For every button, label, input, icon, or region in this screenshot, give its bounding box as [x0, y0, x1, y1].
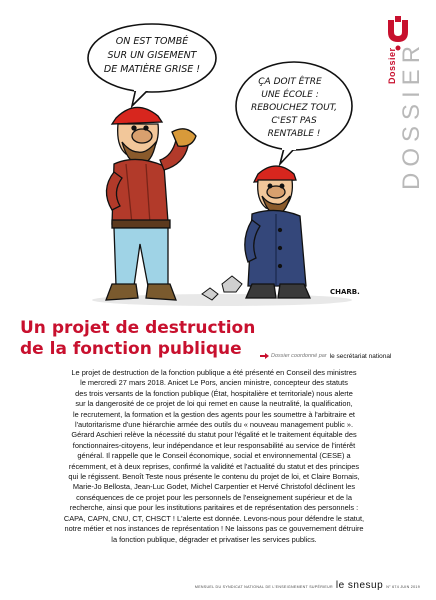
bubble-right-line-5: RENTABLE ! [267, 129, 321, 139]
body-line: l'autoritarisme d'une hiérarchie armée des outils du « nouveau management public ». [74, 420, 354, 430]
bubble-right-line-1: ÇA DOIT ÊTRE [258, 77, 322, 87]
body-line: CAPA, CAPN, CNU, CT, CHSCT ! L'alerte est donnée. Levons-nous pour défendre le statut, [63, 513, 365, 523]
footer-issue: N° 674 JUIN 2019 [386, 585, 420, 589]
page-footer [60, 580, 420, 592]
body-line: des trois versants de la fonction publique (État, hospitalière et territoriale) nous alerte [75, 388, 353, 398]
article-title-line-2: de la fonction publique [20, 339, 242, 359]
article-title [20, 318, 260, 360]
body-line: recherche, ainsi que pour les institutions paritaires et de représentation des personnels : [69, 503, 359, 513]
body-line: la fonction publique, dégrader et privatiser les services publics. [111, 534, 317, 544]
bubble-right-line-2: UNE ÉCOLE : [261, 90, 319, 100]
cartoonist-signature: CHARB. [330, 288, 360, 296]
rail-grey-label: DOSSIER [398, 39, 425, 190]
footer-publisher: MENSUEL DU SYNDICAT NATIONAL DE L'ENSEIGNEMENT SUPÉRIEUR [194, 585, 333, 589]
body-line: fonctionnaires-citoyens, leur indépendance et leur responsabilité au service de l'intérêt [72, 440, 356, 450]
byline-lead: Dossier coordonné par [271, 353, 327, 359]
body-line: Gérard Aschieri relève la nécessité du statut pour l'égalité et le traitement équitable des [71, 430, 357, 440]
body-line: le recrutement, la formation et la gestion des agents pour les soumettre à l'arbitraire et [73, 409, 355, 419]
byline [260, 350, 410, 362]
cartoon-illustration [72, 14, 376, 314]
bubble-left-line-3: DE MATIÈRE GRISE ! [103, 64, 201, 75]
article-title-line-1: Un projet de destruction [20, 318, 256, 338]
body-line: conséquences de ce projet pour les personnels de l'enseignement supérieur et de la [76, 492, 352, 502]
body-line: le mercredi 27 mars 2018. Anicet Le Pors, ancien ministre, concepteur des statuts [80, 378, 348, 388]
footer-magazine-name: le snesup [335, 580, 384, 591]
body-line: notre métier et nos instances de représentation ! Ne laissons pas ce gouvernement détruire [64, 524, 364, 534]
arrow-right-icon [260, 353, 269, 359]
speech-bubble-left [88, 24, 216, 106]
body-line: général. Il rappelle que le Conseil économique, social et environnemental (CESE) a [77, 451, 351, 461]
bubble-left-line-2: SUR UN GISEMENT [107, 50, 197, 61]
speech-bubble-right [236, 62, 352, 164]
bubble-left-line-1: ON EST TOMBÉ [115, 36, 189, 47]
body-line: récemment, et à deux reprises, confirmé la validité et l'actualité du statut et des principes [68, 461, 360, 471]
bubble-right-line-3: REBOUCHEZ TOUT, [250, 103, 338, 113]
byline-author: le secrétariat national [329, 352, 392, 360]
body-line: Marie-Jo Bellosta, Jean-Luc Godet, Michel Carpentier et Hervé Christofol déclinent les [72, 482, 356, 492]
rail-red-label: Dossier [387, 47, 397, 84]
article-body [20, 368, 408, 545]
worker-left-figure [106, 107, 196, 300]
bubble-right-line-4: C'EST PAS [271, 116, 317, 126]
body-line: qui le régissent. Benoît Teste nous présente le contenu du projet de loi, et Claire Bornais, [68, 472, 360, 482]
body-line: Le projet de destruction de la fonction publique a été présenté en Conseil des ministres [71, 368, 357, 377]
worker-right-figure [245, 166, 310, 298]
body-line: sur la dangerosité de ce projet de loi qui remet en cause la neutralité, la qualification, [75, 399, 353, 409]
